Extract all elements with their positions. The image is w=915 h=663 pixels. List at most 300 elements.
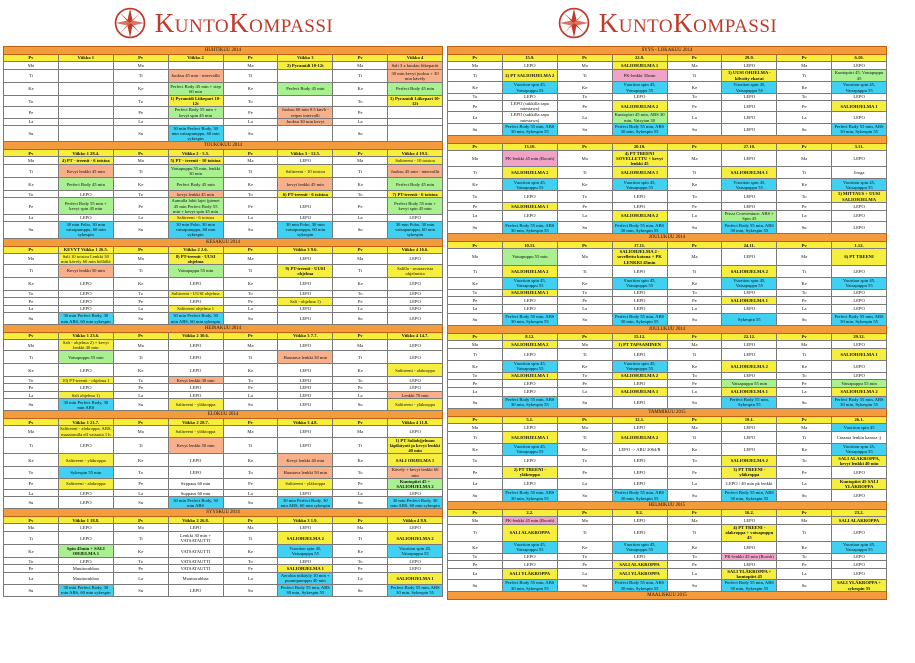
schedule-row <box>448 431 887 443</box>
workout-cell: SALI ALAKROPPA, kevyt lenkki 40 min <box>832 455 887 466</box>
workout-cell: Perfect Body 45 min <box>388 178 443 191</box>
day-label: La <box>667 478 722 489</box>
day-label: Ke <box>4 278 59 291</box>
workout-cell: 4) PT - treenit - 6 toistoa <box>58 157 113 165</box>
workout-cell: Salitreeni ohjelma 1 <box>168 306 223 313</box>
week-header: Viikko 4 11.8. <box>388 419 443 426</box>
day-label: Ti <box>448 70 503 82</box>
workout-cell: Kuntopiiri 45 SALI YLÄKROPPA <box>832 478 887 489</box>
workout-cell: LEPO <box>502 191 557 202</box>
day-label: Su <box>667 313 722 325</box>
day-column-header: Pv <box>113 150 168 157</box>
workout-cell: Vatsapuppu 55 min, lenkki 30 min <box>168 165 223 178</box>
schedule-table-left <box>3 46 443 597</box>
week-header-row <box>4 246 443 253</box>
week-header-row <box>448 416 887 423</box>
workout-cell: LEPO <box>612 467 667 478</box>
day-label: La <box>113 573 168 584</box>
month-header <box>4 142 443 150</box>
month-header <box>4 325 443 333</box>
day-label: Ma <box>777 62 832 70</box>
day-label: La <box>113 118 168 125</box>
day-column-header: Pv <box>333 333 388 340</box>
day-label: To <box>223 191 278 198</box>
workout-cell: 30 min Perfect Body, 30 min ABS, 60 min sykespin <box>168 313 223 325</box>
day-label: Ke <box>777 277 832 289</box>
day-label: La <box>777 210 832 221</box>
workout-cell: Sykespin 55 min <box>58 467 113 478</box>
day-label: To <box>667 94 722 101</box>
day-column-header: Pv <box>448 510 503 517</box>
day-label: Pe <box>333 298 388 306</box>
week-header: 9.2. <box>612 510 667 517</box>
workout-cell <box>388 125 443 142</box>
workout-cell: Perfect Body 55 min + kevyt spin 45 min <box>58 198 113 215</box>
day-label: Ke <box>113 178 168 191</box>
workout-cell: LEPO <box>388 558 443 565</box>
workout-cell: Sxppaus 60 min <box>168 478 223 489</box>
workout-cell: Salitreeni - yläkroppa <box>278 478 333 489</box>
workout-cell: 2) PT SALIOHJELMA 2 <box>502 70 557 82</box>
month-header <box>4 411 443 419</box>
workout-cell <box>278 70 333 83</box>
workout-cell: LEPO <box>832 222 887 234</box>
workout-cell: LEPO <box>278 437 333 454</box>
workout-cell: Salitreeni - 10 toistoa <box>388 157 443 165</box>
workout-cell: LEPO <box>612 455 667 466</box>
workout-cell: Vuoriton spin 45 <box>832 423 887 431</box>
day-label: Ke <box>333 278 388 291</box>
day-label: To <box>223 377 278 384</box>
brand-name: KuntoKompassi <box>598 7 778 38</box>
week-header: 23.2. <box>832 510 887 517</box>
schedule-row <box>4 437 443 454</box>
day-label: Su <box>557 580 612 592</box>
day-label: To <box>113 558 168 565</box>
workout-cell: SALI OHJELMA 1 <box>388 454 443 467</box>
workout-cell: Vuoriton spin 45, Vatsapuppu 55 <box>502 82 557 94</box>
day-label: Pe <box>223 298 278 306</box>
week-header: Viikko 1 <box>58 55 113 62</box>
day-label: Su <box>223 399 278 411</box>
day-label: Ke <box>667 82 722 94</box>
month-header <box>448 502 887 510</box>
day-column-header: Pv <box>667 510 722 517</box>
workout-cell: Vuoriton spin 45, Vatsapuppu 55 <box>832 82 887 94</box>
day-label: Ma <box>333 253 388 264</box>
day-label: Ti <box>113 437 168 454</box>
day-column-header: Pv <box>777 333 832 340</box>
day-label: Ti <box>667 525 722 542</box>
workout-cell: Vuoriton spin 45, Vatsapuppu 55 <box>612 82 667 94</box>
day-label: Ke <box>223 83 278 96</box>
workout-cell: LEPO <box>722 249 777 266</box>
day-label: Ke <box>4 364 59 377</box>
week-header: 8.12. <box>502 333 557 340</box>
day-label: Su <box>448 313 503 325</box>
workout-cell: LEPO <box>832 62 887 70</box>
day-label: Ti <box>4 532 59 545</box>
workout-cell: 9) PT-treenit - UUSI ohjelma <box>278 265 333 278</box>
day-label: Ma <box>448 150 503 167</box>
day-label: Pe <box>777 379 832 387</box>
day-label: Ke <box>448 277 503 289</box>
day-label: Pe <box>448 560 503 568</box>
workout-cell: LEPO <box>58 215 113 222</box>
schedule-row <box>448 490 887 502</box>
day-label: To <box>448 289 503 296</box>
day-column-header: Pv <box>557 416 612 423</box>
workout-cell: Kevyt lenkki 30 min <box>168 377 223 384</box>
schedule-row <box>448 202 887 210</box>
day-label: Ke <box>113 364 168 377</box>
workout-cell: LEPO <box>612 379 667 387</box>
workout-cell: Perfect Body 45 min <box>388 83 443 96</box>
workout-cell: LEPO <box>502 62 557 70</box>
workout-cell <box>168 118 223 125</box>
day-label: Ti <box>333 265 388 278</box>
workout-cell: LEPO <box>722 443 777 455</box>
workout-cell: LEPO <box>278 278 333 291</box>
workout-cell: LEPO <box>278 392 333 399</box>
day-label: Pe <box>448 101 503 112</box>
day-column-header: Pv <box>113 517 168 524</box>
workout-cell: Vuoriton spin 45, Vatsapuppu 55 <box>502 179 557 191</box>
day-label: Ma <box>4 253 59 264</box>
workout-cell: LEPO <box>278 426 333 437</box>
month-label: JOULUKUU 2014 <box>448 234 887 242</box>
day-label: La <box>448 478 503 489</box>
day-label: Ti <box>557 525 612 542</box>
week-header: 3.11. <box>832 143 887 150</box>
workout-cell: Vuoriton spin 45, Vatsapuppu 55 <box>612 541 667 553</box>
workout-cell: Vuoriton spin 45, Vatsapuppu 55 <box>612 360 667 372</box>
workout-cell: SALI YLÄKROPPA <box>502 568 557 579</box>
day-label: Ke <box>448 179 503 191</box>
day-label: Pe <box>777 467 832 478</box>
week-header-row <box>448 333 887 340</box>
workout-cell: LEPO <box>612 553 667 560</box>
workout-cell: 30 min Perfect Body, 30 min ABS <box>168 497 223 509</box>
day-label: Su <box>667 222 722 234</box>
workout-cell: 3) Pyramidi Liikepari 10-12t <box>388 96 443 107</box>
workout-cell: 5) PT - treenit - 10 toistoa <box>168 157 223 165</box>
workout-cell: Sali - ohjelma 2) + kevyt lenkki 40 min <box>58 340 113 351</box>
schedule-row <box>448 360 887 372</box>
workout-cell: LEPO <box>278 198 333 215</box>
week-header-row <box>4 517 443 524</box>
workout-cell: LEPO <box>278 399 333 411</box>
workout-cell: LEPO (sukkilla sapa miestawa) <box>502 101 557 112</box>
workout-cell: Jooga <box>832 167 887 179</box>
schedule-row <box>4 70 443 83</box>
workout-cell: LEPO <box>612 423 667 431</box>
workout-cell: LEPO <box>502 560 557 568</box>
day-column-header: Pv <box>557 55 612 62</box>
workout-cell: Perfect Body 55 min, ABS 30 min, Sykespin 55 <box>722 490 777 502</box>
day-label: Ti <box>223 532 278 545</box>
day-label: Su <box>777 222 832 234</box>
day-label: La <box>333 306 388 313</box>
day-label: Su <box>223 125 278 142</box>
day-label: Ma <box>667 62 722 70</box>
day-column-header: Pv <box>777 55 832 62</box>
month-header <box>448 325 887 333</box>
workout-cell: LEPO <box>832 150 887 167</box>
workout-cell <box>58 107 113 118</box>
day-label: Ti <box>333 70 388 83</box>
day-label: Ti <box>4 165 59 178</box>
day-label: Pe <box>223 384 278 392</box>
week-header: 17.11. <box>612 242 667 249</box>
day-label: Su <box>223 584 278 596</box>
day-label: La <box>333 392 388 399</box>
workout-cell: Perfect Body 55 min, ABS 30 min, Sykespin 55 <box>612 490 667 502</box>
day-label: La <box>333 490 388 497</box>
month-label: MAALISKUU 2015 <box>448 592 887 600</box>
month-label: TAMMIKUU 2015 <box>448 408 887 416</box>
day-label: Su <box>448 222 503 234</box>
day-label: To <box>113 96 168 107</box>
workout-cell: SALIOHJELMA 2 <box>612 431 667 443</box>
week-header: 5.1. <box>502 416 557 423</box>
workout-cell: 2) Pyramidi 10-12t <box>278 62 333 70</box>
day-column-header: Pv <box>223 517 278 524</box>
day-label: Ke <box>113 454 168 467</box>
day-label: Ti <box>667 431 722 443</box>
workout-cell: Vuoriton spin 45, Vatsapuppu 55 <box>722 179 777 191</box>
workout-cell: LEPO <box>722 423 777 431</box>
day-label: Pe <box>557 296 612 304</box>
day-label: La <box>777 568 832 579</box>
workout-cell: Sali - ohjelma 1) <box>278 298 333 306</box>
day-label: Ma <box>557 249 612 266</box>
schedule-row <box>4 118 443 125</box>
schedule-row <box>4 490 443 497</box>
workout-cell: SALI ALAKROPPA <box>502 525 557 542</box>
day-label: La <box>333 118 388 125</box>
day-label: Ma <box>557 150 612 167</box>
workout-cell: Vuoriton spin 45, Vatsapuppu 55 <box>722 277 777 289</box>
day-label: Su <box>223 497 278 509</box>
workout-cell: Muuttoruhbaa <box>58 573 113 584</box>
day-label: To <box>4 291 59 298</box>
week-header-row <box>4 150 443 157</box>
workout-cell: Perfect Body 55 min, ABS 30 min, Sykespin 55 <box>278 584 333 596</box>
workout-cell: Salitreeni - yläkroppa <box>388 399 443 411</box>
workout-cell: 30 min Perfect Body, 30 min ABS, 60 min sykespin <box>388 497 443 509</box>
day-label: Su <box>113 399 168 411</box>
day-label: Su <box>777 580 832 592</box>
day-label: Ti <box>448 525 503 542</box>
workout-cell: SALIOHJELMA 2 <box>502 265 557 277</box>
workout-cell: LEPO <box>612 296 667 304</box>
workout-cell: Perfect Body 55 min, ABS 30 min, Sykespin 55 <box>502 222 557 234</box>
day-label: Ke <box>333 83 388 96</box>
day-label: La <box>223 490 278 497</box>
workout-cell <box>58 96 113 107</box>
month-label: HEINÄKUU 2014 <box>4 325 443 333</box>
day-label: Ti <box>223 70 278 83</box>
schedule-row <box>4 558 443 565</box>
compass-icon <box>557 6 591 40</box>
day-label: Ti <box>333 165 388 178</box>
schedule-row <box>4 83 443 96</box>
day-label: Ma <box>4 340 59 351</box>
workout-cell: Salitreeni - alakroppa <box>58 478 113 489</box>
day-column-header: Pv <box>667 416 722 423</box>
workout-cell: 1) PT Salioh(jelman läpikäynti ja kevyt lenkki 40 min <box>388 437 443 454</box>
month-label: JOULUKUU 2014 <box>448 325 887 333</box>
schedule-row <box>448 112 887 123</box>
workout-cell: 3) PT TREENI - yläkroppa <box>722 467 777 478</box>
day-column-header: Pv <box>4 333 59 340</box>
workout-cell: LEPO <box>278 384 333 392</box>
day-label: Ma <box>667 249 722 266</box>
day-label: Ke <box>4 178 59 191</box>
day-label: La <box>113 306 168 313</box>
day-label: Ti <box>333 437 388 454</box>
day-label: To <box>333 467 388 478</box>
day-label: Ke <box>557 277 612 289</box>
schedule-row <box>448 222 887 234</box>
schedule-row <box>448 423 887 431</box>
workout-cell: LEPO <box>612 525 667 542</box>
schedule-row <box>4 278 443 291</box>
week-header: KEVYT Viikko 1 26.5. <box>58 246 113 253</box>
day-label: Ma <box>557 62 612 70</box>
schedule-row <box>448 304 887 313</box>
week-header: Viikko 2 30.6. <box>168 333 223 340</box>
day-label: La <box>667 112 722 123</box>
day-label: Ma <box>113 524 168 532</box>
workout-cell: Perfect Body 55 min + kevyt spin 45 min <box>388 198 443 215</box>
day-column-header: Pv <box>113 55 168 62</box>
workout-cell: LEPO <box>832 296 887 304</box>
day-column-header: Pv <box>113 333 168 340</box>
workout-cell: Prissi Coreventure: ABS + Spin 45 <box>722 210 777 221</box>
day-label: Pe <box>4 565 59 573</box>
workout-cell: SALIOHJELMA 1 <box>832 348 887 360</box>
workout-cell: LEPO <box>832 265 887 277</box>
day-label: Ke <box>777 541 832 553</box>
workout-cell: SALIOHJELMA 1 <box>502 202 557 210</box>
schedule-row <box>4 125 443 142</box>
week-header: Viikko 3 4.8. <box>278 419 333 426</box>
week-header-row <box>4 333 443 340</box>
day-label: Ti <box>448 265 503 277</box>
workout-cell: LEPO <box>58 191 113 198</box>
workout-cell: SALI ALAKROPPA <box>832 517 887 525</box>
workout-cell: LEPO / 40 min pk lenkki <box>722 478 777 489</box>
schedule-row <box>4 298 443 306</box>
day-label: To <box>333 558 388 565</box>
schedule-row <box>448 396 887 408</box>
week-header: Viikko 1 28.4. <box>58 150 113 157</box>
week-header: 26.1. <box>832 416 887 423</box>
workout-cell: LEPO <box>832 112 887 123</box>
day-label: To <box>448 553 503 560</box>
day-label: Ti <box>667 167 722 179</box>
month-label: HELMIKUU 2015 <box>448 502 887 510</box>
schedule-row <box>448 150 887 167</box>
workout-cell: 30 min Perfect Body, 30 min vatsapumppu, 60 min sykespin <box>168 125 223 142</box>
day-label: La <box>4 306 59 313</box>
day-label: To <box>777 455 832 466</box>
day-label: Ke <box>448 541 503 553</box>
workout-cell: LEPO <box>502 455 557 466</box>
schedule-row <box>448 568 887 579</box>
week-header-row <box>448 242 887 249</box>
workout-cell: SALIOHJELMA 1 <box>502 431 557 443</box>
workout-cell: 30 min Pobo, 30 min vatsapumppu, 60 min sykespin <box>388 222 443 239</box>
workout-cell <box>388 118 443 125</box>
day-label: Ti <box>333 351 388 364</box>
schedule-row <box>4 62 443 70</box>
workout-cell <box>278 96 333 107</box>
schedule-row <box>448 70 887 82</box>
workout-cell: LEPO <box>388 351 443 364</box>
workout-cell: kevyt lenkki 45 min <box>168 191 223 198</box>
workout-cell: LEPO <box>168 351 223 364</box>
workout-cell: Lenkki 30 min + VATSATAUTTI <box>168 532 223 545</box>
workout-cell: 3) UUSI OHJELMA - kilvoity ekavat <box>722 70 777 82</box>
day-label: Pe <box>223 107 278 118</box>
day-label: Su <box>113 313 168 325</box>
day-label: Ti <box>448 167 503 179</box>
day-label: To <box>4 558 59 565</box>
workout-cell: LEPO <box>388 524 443 532</box>
workout-cell: LEPO <box>722 541 777 553</box>
day-label: Ke <box>667 541 722 553</box>
week-header: Viikko 2 26.8. <box>168 517 223 524</box>
workout-cell: LEPO <box>722 112 777 123</box>
day-label: Ke <box>223 278 278 291</box>
day-label: Ti <box>223 165 278 178</box>
workout-cell: LEPO <box>612 289 667 296</box>
day-label: Su <box>777 313 832 325</box>
week-header: Viikko 3 <box>278 55 333 62</box>
workout-cell: LEPO <box>388 306 443 313</box>
day-column-header: Pv <box>557 242 612 249</box>
workout-cell: Lenkki 70 min <box>388 392 443 399</box>
day-label: Ti <box>777 70 832 82</box>
schedule-row <box>448 123 887 135</box>
week-header: Viikko 3 9.6. <box>278 246 333 253</box>
schedule-row <box>4 157 443 165</box>
day-label: La <box>223 306 278 313</box>
day-label: Pe <box>4 384 59 392</box>
schedule-row <box>4 291 443 298</box>
workout-cell: LEPO <box>58 278 113 291</box>
week-header-row <box>448 143 887 150</box>
month-header <box>4 238 443 246</box>
workout-cell: PK-lenkki 45 min (Roosh) <box>502 150 557 167</box>
day-column-header: Pv <box>4 246 59 253</box>
day-label: Pe <box>667 467 722 478</box>
day-label: Pe <box>223 565 278 573</box>
day-label: Ke <box>777 179 832 191</box>
workout-cell: LEPO <box>832 490 887 502</box>
workout-cell: SALIOHJELMA 2 <box>278 532 333 545</box>
workout-cell: LEPO <box>832 210 887 221</box>
day-column-header: Pv <box>4 55 59 62</box>
workout-cell: Sali 10 toistoa Lenkki 30 min kävely 60 min höllällä <box>58 253 113 264</box>
day-label: La <box>4 392 59 399</box>
day-column-header: Pv <box>667 242 722 249</box>
day-label: Ma <box>4 157 59 165</box>
schedule-row <box>4 351 443 364</box>
